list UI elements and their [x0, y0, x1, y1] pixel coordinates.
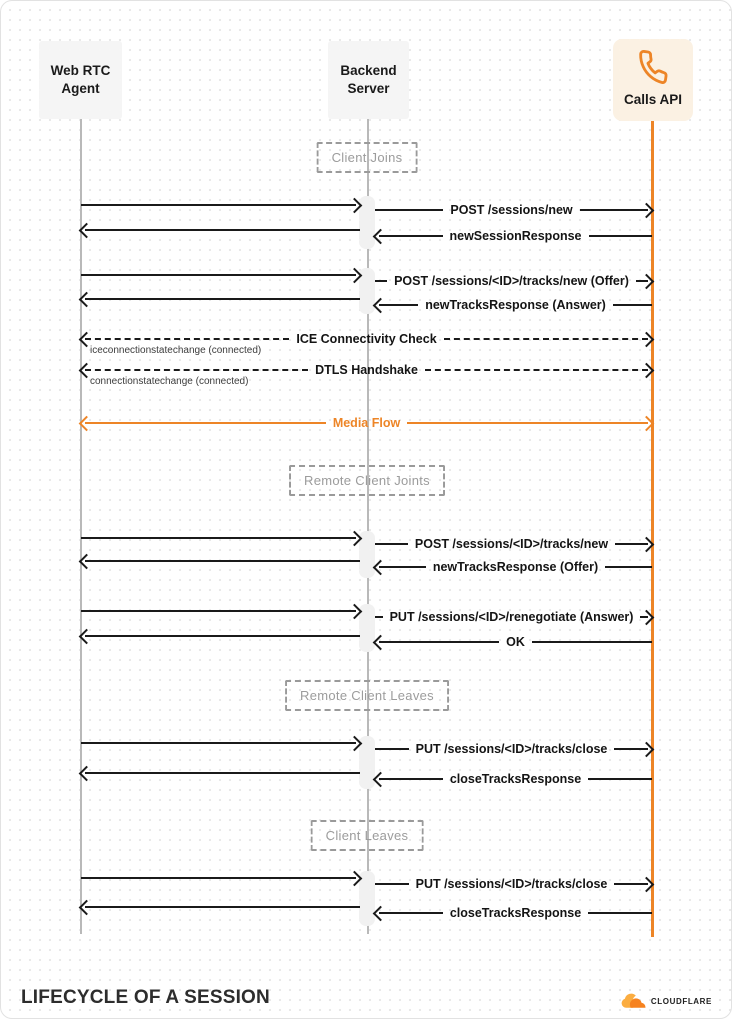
step-client-leaves [311, 820, 424, 851]
actor-web-rtc-agent [39, 41, 122, 119]
message-label: Media Flow [332, 415, 401, 430]
arrowhead-left-icon [373, 905, 389, 921]
actor-backend-server [328, 41, 409, 119]
actor-label: Calls API [623, 92, 683, 108]
message-label: newTracksResponse (Answer) [425, 297, 606, 312]
message-label: POST /sessions/<ID>/tracks/new (Offer) [394, 273, 629, 288]
message-label: PUT /sessions/<ID>/renegotiate (Answer) [389, 609, 634, 624]
message-label: closeTracksResponse [449, 905, 582, 920]
phone-icon [634, 48, 672, 86]
page-title: LIFECYCLE OF A SESSION [21, 987, 270, 1008]
step-client-joins [317, 142, 418, 173]
event-label-connectionstatechange: connectionstatechange (connected) [90, 376, 249, 387]
message-label: ICE Connectivity Check [296, 331, 437, 346]
actor-label: Web RTC Agent [50, 62, 111, 96]
message-label: PUT /sessions/<ID>/tracks/close [415, 876, 608, 891]
step-label: Remote Client Leaves [300, 688, 434, 703]
message-label: POST /sessions/<ID>/tracks/new [414, 536, 609, 551]
arrowhead-left-icon [373, 228, 389, 244]
brand-wordmark: CLOUDFLARE [650, 996, 712, 1006]
lifeline-calls-api [651, 121, 654, 937]
actor-calls-api [613, 39, 693, 121]
arrowhead-left-icon [373, 634, 389, 650]
step-remote-client-leaves [285, 680, 449, 711]
message-label: POST /sessions/new [450, 202, 573, 217]
message-label: newSessionResponse [449, 228, 582, 243]
step-label: Client Joins [331, 150, 403, 165]
arrowhead-left-icon [373, 559, 389, 575]
event-label-iceconnectionstatechange: iceconnectionstatechange (connected) [90, 345, 262, 356]
message-label: OK [506, 634, 525, 649]
step-label: Remote Client Joints [304, 473, 430, 488]
message-label: newTracksResponse (Offer) [432, 559, 599, 574]
actor-label: Backend Server [340, 62, 397, 96]
message-label: DTLS Handshake [315, 362, 418, 377]
step-remote-client-joins [289, 465, 445, 496]
arrowhead-left-icon [373, 771, 389, 787]
arrowhead-left-icon [373, 297, 389, 313]
cloudflare-logo [618, 993, 712, 1009]
step-label: Client Leaves [325, 828, 409, 843]
lifeline-web-rtc-agent [80, 119, 82, 934]
message-label: PUT /sessions/<ID>/tracks/close [415, 741, 608, 756]
message-label: closeTracksResponse [449, 771, 582, 786]
cloudflare-cloud-icon [618, 993, 648, 1009]
